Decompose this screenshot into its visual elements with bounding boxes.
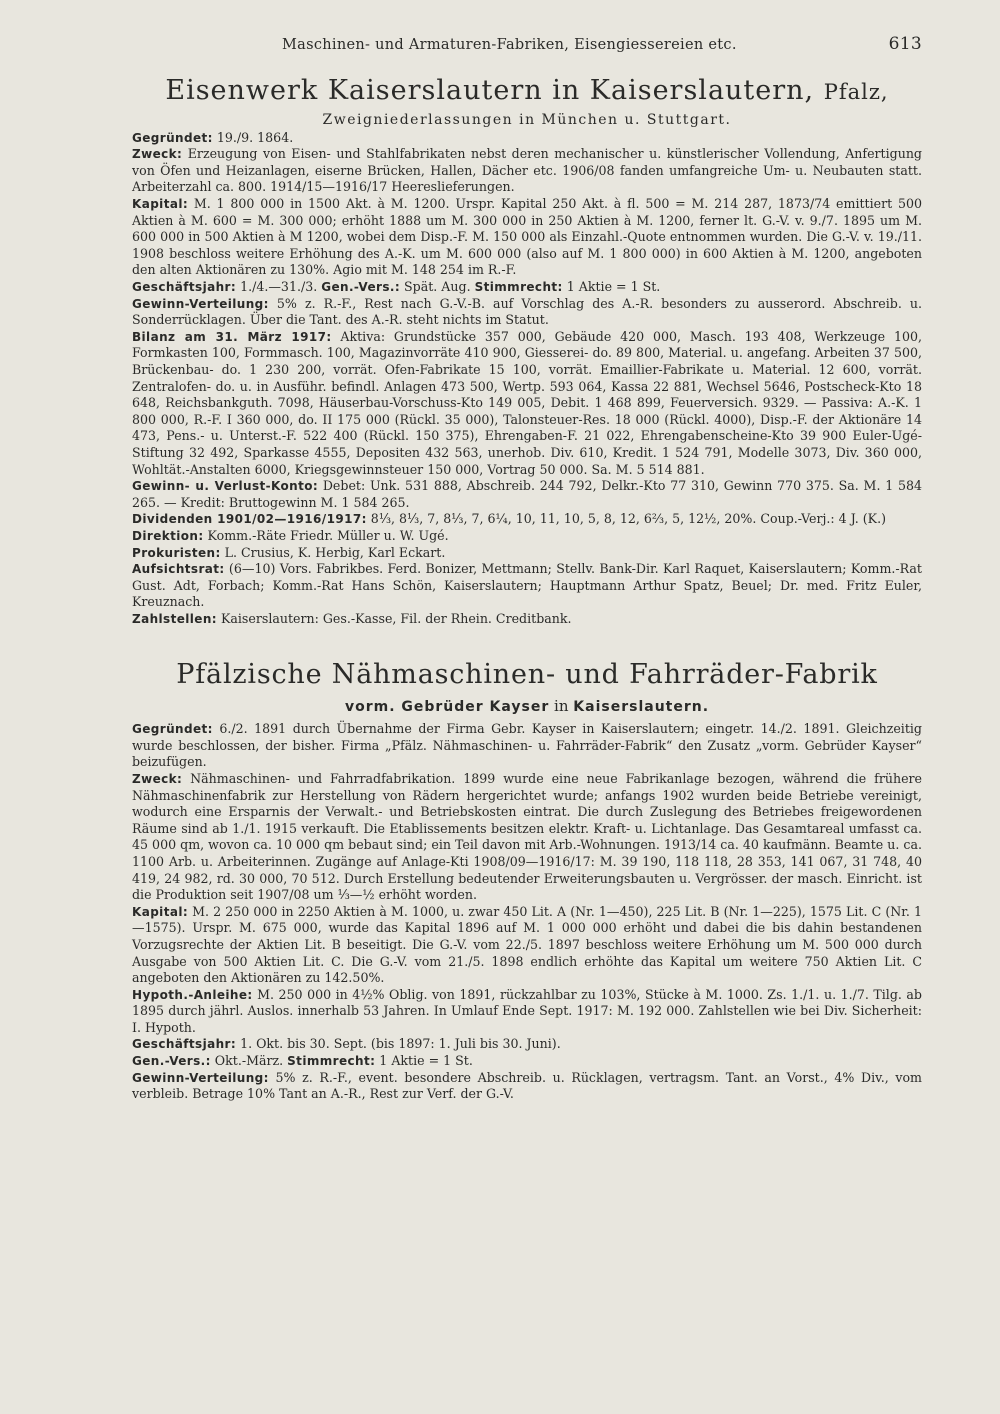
entry-label: Zweck: bbox=[132, 771, 183, 786]
entry-label: Bilanz am 31. März 1917: bbox=[132, 329, 332, 344]
entry-label: Kapital: bbox=[132, 197, 189, 212]
entry-text: Aktiva: Grundstücke 357 000, Gebäude 420 000, Masch. 193 408, Werkzeuge 100, Formkasten 100, Formmasch. 100, Magazinvorräte 410 900, Giesserei- do. 89 800, Material. u. angefang. Arbeiten 37 500, Brückenbau- do. 1 230 200, vorrät. Ofen-Fabrikate 15 100, vorrät. Emaillier-Fabrikate u. Material. 12 600, vorrät. Zentralofen- do. u. in Ausführ. befindl. Anlagen 473 500, Wertp. 593 064, Kassa 22 881, Wechsel 5646, Postscheck-Kto 18 648, Reichsbankguth. 7098, Häuserbau-Vorschuss-Kto 149 005, Debit. 1 468 899, Feuerversich. 9329. — Passiva: A.-K. 1 800 000, R.-F. I 360 000, do. II 175 000 (Rückl. 35 000), Talonsteuer-Res. 18 000 (Rückl. 4000), Disp.-F. der Aktionäre 14 473, Pens.- u. Unterst.-F. 522 400 (Rückl. 150 375), Ehrengaben-F. 21 022, Ehrengabenscheine-Kto 39 900 Euler-Ugé-Stiftung 32 492, Sparkasse 4555, Depositen 432 563, unerhob. Div. 610, Kredit. 1 524 791, Modelle 3073, Div. 360 000, Wohltät.-Anstalten 6000, Kriegsgewinnsteuer 150 000, Vortrag 50 000. Sa. M. 5 514 881. bbox=[132, 328, 922, 477]
running-head-title: Maschinen- und Armaturen-Fabriken, Eisengiessereien etc. bbox=[282, 37, 737, 53]
entry-label: Gegründet: bbox=[132, 130, 213, 145]
entry-label: Geschäftsjahr: bbox=[132, 280, 237, 295]
entry-text: 1. Okt. bis 30. Sept. (bis 1897: 1. Juli bis 30. Juni). bbox=[236, 1036, 561, 1052]
entry-text: Debet: Unk. 531 888, Abschreib. 244 792, Delkr.-Kto 77 310, Gewinn 770 375. Sa. M. 1 584 265. — Kredit: Bruttogewinn M. 1 584 265. bbox=[132, 478, 923, 510]
entry-text: Okt.-März. bbox=[210, 1053, 288, 1069]
entry-label: Gen.-Vers.: bbox=[321, 280, 401, 295]
entry-text: Erzeugung von Eisen- und Stahlfabrikaten nebst deren mechanischer u. künstlerischer Vollendung, Anfertigung von Öfen und Heizanlagen, eiserne Brücken, Hallen, Dächer etc. 1906/08 fanden umfangreiche Um- u. Neubauten statt. Arbeiterzahl ca. 800. 1914/15—1916/17 Heereslieferungen. bbox=[132, 146, 922, 195]
entry-text: 5% z. R.-F., Rest nach G.-V.-B. auf Vorschlag des A.-R. besonders zu ausserord. Abschreib. u. Sonderrücklagen. Über die Tant. des A.-R. steht nichts im Statut. bbox=[132, 295, 922, 328]
entry-label: Stimmrecht: bbox=[287, 1054, 376, 1069]
company-title bbox=[132, 76, 922, 106]
entry-text: M. 2 250 000 in 2250 Aktien à M. 1000, u. zwar 450 Lit. A (Nr. 1—450), 225 Lit. B (Nr. 1—225), 1575 Lit. C (Nr. 1—1575). Urspr. M. 675 000, wurde das Kapital 1896 auf M. 1 000 000 erhöht und dabei die bis dahin bestandenen Vorzugsrechte der Aktien Lit. B beseitigt. Die G.-V. vom 22./5. 1897 beschloss weitere Erhöhung um M. 500 000 durch Ausgabe von 500 Aktien Lit. C. Die G.-V. vom 21./5. 1898 endlich erhöhte das Kapital um weitere 750 Aktien Lit. C angeboten den Aktionären zu 142.50%. bbox=[132, 903, 922, 986]
entry-paragraph bbox=[132, 771, 922, 904]
entry-list bbox=[132, 130, 922, 628]
entry-label: Prokuristen: bbox=[132, 545, 221, 560]
entry-label: Gewinn-Verteilung: bbox=[132, 296, 269, 311]
entry-label: Gewinn-Verteilung: bbox=[132, 1070, 269, 1085]
company-subtitle bbox=[132, 697, 922, 715]
entry-paragraph bbox=[132, 721, 922, 771]
entry-label: Hypoth.-Anleihe: bbox=[132, 987, 253, 1002]
entry-paragraph bbox=[132, 296, 922, 329]
entry-paragraph bbox=[132, 1070, 922, 1103]
entry-label: Aufsichtsrat: bbox=[132, 562, 225, 577]
entry-paragraph bbox=[132, 1036, 922, 1053]
entry-paragraph bbox=[132, 511, 922, 528]
entry-label: Geschäftsjahr: bbox=[132, 1037, 237, 1052]
entry-paragraph bbox=[132, 130, 922, 147]
entry-text: M. 1 800 000 in 1500 Akt. à M. 1200. Urspr. Kapital 250 Akt. à fl. 500 = M. 214 287, 1873/74 emittiert 500 Aktien à M. 600 = M. 300 000; erhöht 1888 um M. 300 000 in 250 Aktien à M. 1200, ferner lt. G.-V. v. 9./7. 1895 um M. 600 000 in 500 Aktien à M 1200, wobei dem Disp.-F. M. 150 000 als Einzahl.-Quote entnommen wurden. Die G.-V. v. 19./11. 1908 beschloss weitere Erhöhung des A.-K. um M. 600 000 (also auf M. 1 800 000) in 600 Aktien à M. 1200, angeboten den alten Aktionären zu 130%. Agio mit M. 148 254 im R.-F. bbox=[132, 196, 922, 278]
entry-paragraph bbox=[132, 478, 922, 511]
entry-text: Komm.-Räte Friedr. Müller u. W. Ugé. bbox=[203, 527, 449, 543]
entry-text: 1 Aktie = 1 St. bbox=[375, 1053, 473, 1069]
entry-label: Gewinn- u. Verlust-Konto: bbox=[132, 479, 319, 494]
entry-label: Dividenden 1901/02—1916/1917: bbox=[132, 512, 367, 527]
entry-paragraph bbox=[132, 528, 922, 545]
company-name: Eisenwerk Kaiserslautern in Kaiserslautern, bbox=[165, 75, 815, 106]
entry-paragraph bbox=[132, 1053, 922, 1070]
entry-label: Gegründet: bbox=[132, 722, 213, 737]
entry-paragraph bbox=[132, 329, 922, 478]
entry-text: Nähmaschinen- und Fahrradfabrikation. 1899 wurde eine neue Fabrikanlage bezogen, während die frühere Nähmaschinenfabrik zur Herstellung von Rädern hergerichtet wurde; anfangs 1902 wurden beide Betriebe vereinigt, wodurch eine Ersparnis der Verwalt.- und Betriebskosten eintrat. Die durch Zuslegung des Betriebes freigewordenen Räume sind ab 1./1. 1915 verkauft. Die Etablissements besitzen elektr. Kraft- u. Lichtanlage. Das Gesamtareal umfasst ca. 45 000 qm, wovon ca. 10 000 qm bebaut sind; ein Teil davon mit Arb.-Wohnungen. 1913/14 ca. 40 kaufmänn. Beamte u. ca. 1100 Arb. u. Arbeiterinnen. Zugänge auf Anlage-Kti 1908/09—1916/17: M. 39 190, 118 118, 28 353, 141 067, 31 748, 40 419, 24 982, rd. 30 000, 70 512. Durch Erstellung bedeutender Erweiterungsbauten u. Vergrösser. der masch. Einricht. ist die Produktion seit 1907/08 um ⅓—½ erhöht worden. bbox=[132, 770, 922, 903]
entry-paragraph bbox=[132, 561, 922, 611]
entry-text: 6./2. 1891 durch Übernahme der Firma Gebr. Kayser in Kaiserslautern; eingetr. 14./2. 1891. Gleichzeitig wurde beschlossen, der bisher. Firma „Pfälz. Nähmaschinen- u. Fahrräder-Fabrik“ den Zusatz „vorm. Gebrüder Kayser“ beizufügen. bbox=[132, 721, 922, 770]
entry-paragraph bbox=[132, 545, 922, 562]
entry-text: Spät. Aug. bbox=[400, 279, 475, 295]
entry-label: Zweck: bbox=[132, 147, 183, 162]
entry-text: 19./9. 1864. bbox=[212, 129, 294, 145]
entry-paragraph bbox=[132, 987, 922, 1037]
running-head bbox=[132, 34, 922, 54]
entry-text: L. Crusius, K. Herbig, Karl Eckart. bbox=[220, 544, 446, 560]
entry-list bbox=[132, 721, 922, 1103]
company-subtitle-place: Kaiserslautern. bbox=[573, 699, 710, 716]
company-section-eisenwerk bbox=[132, 76, 922, 628]
entry-text: 5% z. R.-F., event. besondere Abschreib. u. Rücklagen, vertragsm. Tant. an Vorst., 4% Div., vom verbleib. Betrage 10% Tant an A.-R., Rest zur Verf. der G.-V. bbox=[132, 1069, 922, 1102]
entry-label: Gen.-Vers.: bbox=[132, 1054, 211, 1069]
entry-label: Stimmrecht: bbox=[474, 280, 563, 295]
entry-text: 1 Aktie = 1 St. bbox=[562, 279, 661, 295]
entry-label: Direktion: bbox=[132, 528, 204, 543]
company-section-pfaelzische bbox=[132, 660, 922, 1103]
company-subtitle: Zweigniederlassungen in München u. Stuttgart. bbox=[322, 111, 732, 128]
company-title: Pfälzische Nähmaschinen- und Fahrräder-Fabrik bbox=[176, 658, 878, 690]
company-name-suffix: Pfalz, bbox=[823, 80, 889, 104]
company-subtitle-mid: in bbox=[549, 697, 574, 716]
page-number: 613 bbox=[888, 34, 922, 54]
entry-label: Zahlstellen: bbox=[132, 611, 217, 626]
entry-paragraph bbox=[132, 904, 922, 987]
entry-text: M. 250 000 in 4½% Oblig. von 1891, rückzahlbar zu 103%, Stücke à M. 1000. Zs. 1./1. u. 1./7. Tilg. ab 1895 durch jährl. Auslos. innerhalb 53 Jahren. In Umlauf Ende Sept. 1917: M. 192 000. Zahlstellen wie bei Div. Sicherheit: I. Hypoth. bbox=[132, 986, 922, 1035]
entry-text: (6—10) Vors. Fabrikbes. Ferd. Bonizer, Mettmann; Stellv. Bank-Dir. Karl Raquet, Kaiserslautern; Komm.-Rat Gust. Adt, Forbach; Komm.-Rat Hans Schön, Kaiserslautern; Hauptmann Arthur Spatz, Beuel; Dr. med. Fritz Euler, Kreuznach. bbox=[132, 561, 922, 610]
entry-paragraph bbox=[132, 146, 922, 196]
entry-paragraph bbox=[132, 279, 922, 296]
entry-label: Kapital: bbox=[132, 904, 189, 919]
company-subtitle-prefix: vorm. Gebrüder Kayser bbox=[344, 699, 550, 716]
entry-text: 1./4.—31./3. bbox=[236, 279, 322, 295]
entry-text: Kaiserslautern: Ges.-Kasse, Fil. der Rhein. Creditbank. bbox=[216, 610, 572, 626]
entry-text: 8⅓, 8⅓, 7, 8⅓, 7, 6¼, 10, 11, 10, 5, 8, 12, 6⅔, 5, 12½, 20%. Coup.-Verj.: 4 J. (K.) bbox=[366, 511, 887, 527]
entry-paragraph bbox=[132, 611, 922, 628]
entry-paragraph bbox=[132, 196, 922, 279]
